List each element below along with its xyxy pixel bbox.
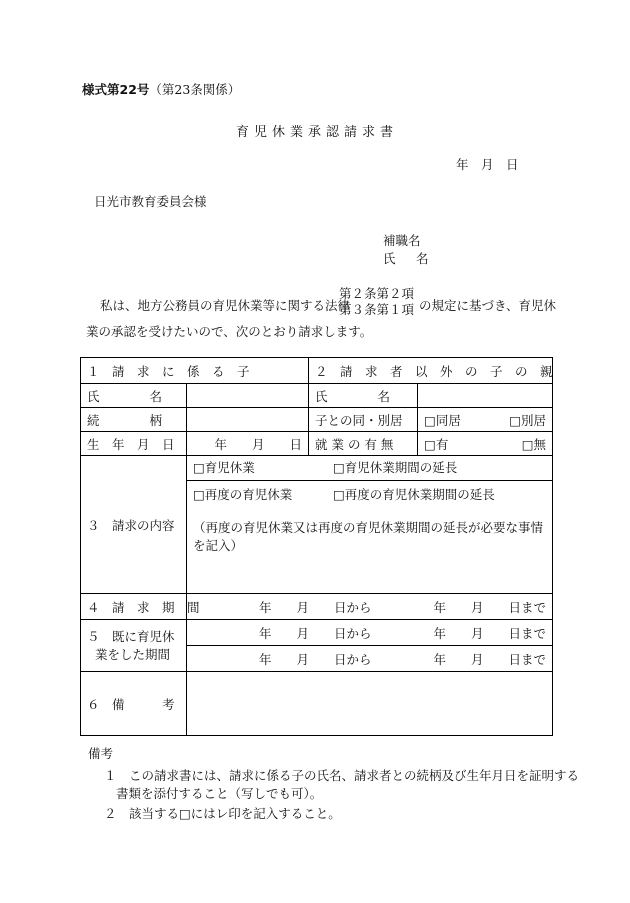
content-note[interactable]: （再度の育児休業又は再度の育児休業期間の延長が必要な事情を記入） xyxy=(193,520,544,553)
table-row xyxy=(81,384,553,408)
request-table xyxy=(80,357,553,736)
option-re-leave-checkbox[interactable]: □再度の育児休業 xyxy=(193,487,293,502)
living-together-checkbox[interactable]: □同居 xyxy=(424,412,461,428)
child-name-label: 氏 名 xyxy=(81,384,187,408)
form-number: 様式第22号 xyxy=(82,82,150,97)
employment-options xyxy=(418,432,553,456)
past-to-1: 年 月 日まで xyxy=(433,625,547,641)
table-row xyxy=(81,620,553,646)
table-row xyxy=(81,456,553,594)
form-reference: （第23条関係） xyxy=(149,82,241,97)
past-period-field-1[interactable] xyxy=(187,620,553,646)
body-line1-before: 私は、地方公務員の育児休業等に関する法律 xyxy=(100,298,351,313)
table-row xyxy=(81,672,553,736)
header-other-parent: ２ 請 求 者 以 外 の 子 の 親 xyxy=(309,358,553,384)
body-line2: 業の承認を受けたいので、次のとおり請求します。 xyxy=(86,324,373,339)
date-line: 年 月 日 xyxy=(456,157,519,172)
past-to-2: 年 月 日まで xyxy=(433,651,547,667)
employment-label: 就 業 の 有 無 xyxy=(309,432,418,456)
table-row xyxy=(81,594,553,620)
parent-name-label: 氏 名 xyxy=(309,384,418,408)
past-from-1: 年 月 日から xyxy=(259,625,372,641)
living-options xyxy=(418,408,553,432)
content-label: ３ 請求の内容 xyxy=(81,456,187,594)
remarks-field[interactable] xyxy=(187,672,553,736)
form-number-line xyxy=(82,80,240,98)
notes-heading: 備考 xyxy=(88,746,114,761)
past-period-label-line2: 業をした期間 xyxy=(95,646,171,662)
body-line1-after: の規定に基づき、育児休 xyxy=(419,298,557,313)
note-2: ２ 該当する□にはレ印を記入すること。 xyxy=(104,806,341,821)
birth-date-field[interactable]: 年 月 日 xyxy=(187,432,309,456)
name-label: 氏 名 xyxy=(383,251,433,266)
table-header-row xyxy=(81,358,553,384)
content-cell xyxy=(187,456,553,594)
option-extend-checkbox[interactable]: □育児休業期間の延長 xyxy=(333,460,458,475)
living-label: 子との同・別居 xyxy=(309,408,418,432)
employed-yes-checkbox[interactable]: □有 xyxy=(424,436,449,452)
note-1-line2: 書類を添付すること（写しでも可）。 xyxy=(116,786,323,801)
remarks-label: ６ 備 考 xyxy=(81,672,187,736)
period-label: ４ 請 求 期 間 xyxy=(81,594,187,620)
article-option-bottom: 第３条第１項 xyxy=(339,302,415,317)
period-from: 年 月 日から xyxy=(259,599,372,615)
period-to: 年 月 日まで xyxy=(433,599,547,615)
parent-name-field[interactable] xyxy=(418,384,553,408)
employed-no-checkbox[interactable]: □無 xyxy=(521,436,547,452)
article-option-top: 第２条第２項 xyxy=(339,286,415,301)
past-period-label-line1: ５ 既に育児休 xyxy=(87,628,175,644)
content-options-row-2 xyxy=(187,481,552,509)
document-title: 育児休業承認請求書 xyxy=(236,125,399,140)
relationship-field[interactable] xyxy=(187,408,309,432)
period-field[interactable] xyxy=(187,594,553,620)
relationship-label: 続 柄 xyxy=(81,408,187,432)
table-row xyxy=(81,432,553,456)
option-re-extend-checkbox[interactable]: □再度の育児休業期間の延長 xyxy=(333,487,495,502)
past-period-label xyxy=(81,620,187,672)
table-row xyxy=(81,408,553,432)
child-name-field[interactable] xyxy=(187,384,309,408)
note-1-line1: １ この請求書には、請求に係る子の氏名、請求者との続柄及び生年月日を証明する xyxy=(104,768,580,783)
header-child: １ 請 求 に 係 る 子 xyxy=(81,358,309,384)
past-from-2: 年 月 日から xyxy=(259,651,372,667)
living-apart-checkbox[interactable]: □別居 xyxy=(509,412,547,428)
post-label: 補職名 xyxy=(383,233,421,248)
addressee: 日光市教育委員会様 xyxy=(94,194,207,209)
past-period-field-2[interactable] xyxy=(187,646,553,672)
birth-date-label: 生 年 月 日 xyxy=(81,432,187,456)
content-options-row-1 xyxy=(187,456,552,481)
article-stack xyxy=(339,286,414,318)
option-leave-checkbox[interactable]: □育児休業 xyxy=(193,460,255,475)
